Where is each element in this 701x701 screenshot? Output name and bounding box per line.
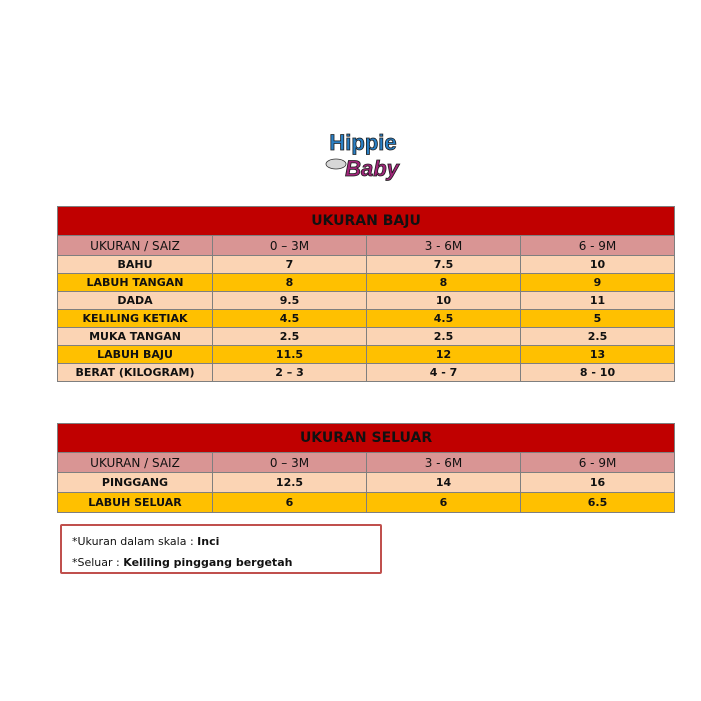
seluar-header-row <box>58 453 675 473</box>
table-cell: 4.5 <box>367 310 521 328</box>
table-cell: 4.5 <box>213 310 367 328</box>
table-row <box>58 310 675 328</box>
table-cell: 8 <box>367 274 521 292</box>
table-row <box>58 364 675 382</box>
row-label: DADA <box>58 292 213 310</box>
column-header: UKURAN / SAIZ <box>58 453 213 473</box>
note-seluar-label: *Seluar : <box>72 556 124 569</box>
table-cell: 5 <box>521 310 675 328</box>
row-label: LABUH TANGAN <box>58 274 213 292</box>
table-cell: 9.5 <box>213 292 367 310</box>
table-cell: 14 <box>367 473 521 493</box>
baju-table-title: UKURAN BAJU <box>58 207 675 236</box>
baby-bottle-icon <box>326 159 346 169</box>
logo-text-hippie: Hippie <box>329 130 397 155</box>
table-cell: 7 <box>213 256 367 274</box>
size-notes-box <box>60 524 382 574</box>
note-seluar <box>72 552 380 573</box>
brand-logo <box>318 126 408 184</box>
row-label: LABUH SELUAR <box>58 493 213 513</box>
column-header: 0 – 3M <box>213 453 367 473</box>
row-label: MUKA TANGAN <box>58 328 213 346</box>
column-header: 6 - 9M <box>521 453 675 473</box>
baju-header-row <box>58 236 675 256</box>
table-cell: 9 <box>521 274 675 292</box>
table-cell: 2.5 <box>367 328 521 346</box>
row-label: KELILING KETIAK <box>58 310 213 328</box>
logo-text-baby: Baby <box>345 156 399 181</box>
table-cell: 12.5 <box>213 473 367 493</box>
column-header: 3 - 6M <box>367 236 521 256</box>
note-seluar-value: Keliling pinggang bergetah <box>123 556 293 569</box>
column-header: UKURAN / SAIZ <box>58 236 213 256</box>
column-header: 3 - 6M <box>367 453 521 473</box>
table-cell: 6 <box>213 493 367 513</box>
table-cell: 10 <box>521 256 675 274</box>
table-row <box>58 274 675 292</box>
table-cell: 7.5 <box>367 256 521 274</box>
table-cell: 4 - 7 <box>367 364 521 382</box>
table-cell: 11.5 <box>213 346 367 364</box>
table-cell: 2 – 3 <box>213 364 367 382</box>
baju-size-table <box>57 206 675 382</box>
table-row <box>58 292 675 310</box>
note-unit-label: *Ukuran dalam skala : <box>72 535 198 548</box>
note-unit-value: Inci <box>197 535 220 548</box>
table-row <box>58 493 675 513</box>
table-cell: 6.5 <box>521 493 675 513</box>
column-header: 6 - 9M <box>521 236 675 256</box>
row-label: LABUH BAJU <box>58 346 213 364</box>
row-label: BERAT (KILOGRAM) <box>58 364 213 382</box>
table-row <box>58 328 675 346</box>
column-header: 0 – 3M <box>213 236 367 256</box>
seluar-size-table <box>57 423 675 513</box>
table-row <box>58 256 675 274</box>
table-row <box>58 346 675 364</box>
seluar-table-title: UKURAN SELUAR <box>58 424 675 453</box>
table-cell: 12 <box>367 346 521 364</box>
table-cell: 2.5 <box>213 328 367 346</box>
table-row <box>58 473 675 493</box>
table-cell: 6 <box>367 493 521 513</box>
table-cell: 10 <box>367 292 521 310</box>
row-label: PINGGANG <box>58 473 213 493</box>
table-cell: 2.5 <box>521 328 675 346</box>
table-cell: 8 <box>213 274 367 292</box>
table-cell: 8 - 10 <box>521 364 675 382</box>
table-cell: 16 <box>521 473 675 493</box>
table-cell: 11 <box>521 292 675 310</box>
row-label: BAHU <box>58 256 213 274</box>
note-unit <box>72 531 380 552</box>
table-cell: 13 <box>521 346 675 364</box>
